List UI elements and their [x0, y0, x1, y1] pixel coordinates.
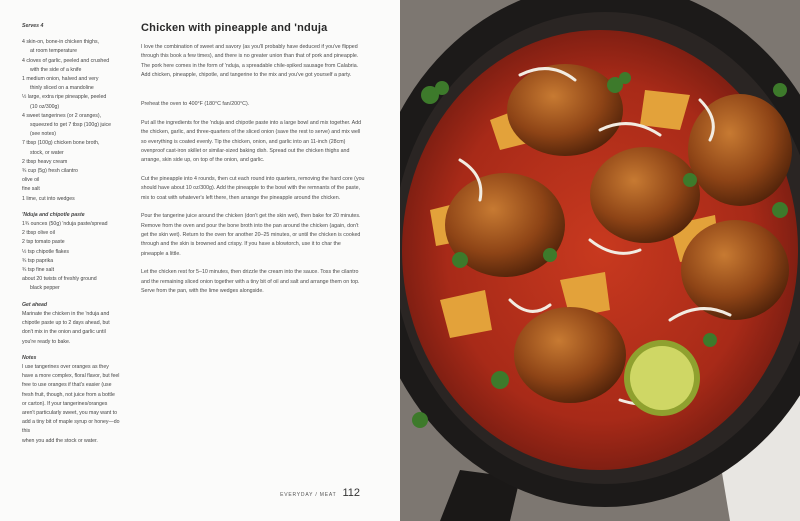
lime-wedge [624, 340, 700, 416]
text-line: free to use oranges if that's easier (use [22, 382, 112, 389]
ingredient-line: thinly sliced on a mandoline [30, 85, 94, 92]
text-line: fresh fruit, though, not juice from a bottle [22, 391, 115, 398]
page-number: 112 [342, 487, 360, 499]
text-line: don't mix in the onion and garlic until [22, 329, 106, 336]
ingredient-line: 4 skin-on, bone-in chicken thighs, [22, 39, 99, 46]
ingredient-line: fine salt [22, 186, 40, 193]
ingredients-column [22, 22, 126, 446]
dish-photo [400, 0, 800, 521]
recipe-title: Chicken with pineapple and 'nduja [141, 22, 328, 34]
ingredient-line: ½ large, extra ripe pineapple, peeled [22, 94, 107, 101]
paste-line: 2 tsp tomato paste [22, 239, 65, 246]
text-line: or carton). If your tangerines/oranges [22, 400, 108, 407]
ingredient-line: squeezed to get 7 tbsp (100g) juice [30, 122, 112, 129]
ingredient-line: 4 cloves of garlic, peeled and crushed [22, 57, 110, 64]
ingredient-line: stock, or water [30, 149, 64, 156]
ingredient-line: with the side of a knife [30, 66, 82, 73]
paste-line: ½ tsp chipotle flakes [22, 248, 70, 255]
ingredient-line: 2 tbsp heavy cream [22, 158, 68, 165]
text-line: chipotle paste up to 2 days ahead, but [22, 320, 110, 327]
serves-label: Serves 4 [22, 23, 44, 29]
skillet-illustration [400, 0, 800, 521]
text-line: add a tiny bit of maple syrup or honey—do this [22, 419, 120, 435]
notes-label: Notes [22, 354, 37, 361]
recipe-intro: I love the combination of sweet and savory (as you'll probably have deduced if you've flipped through this book a few times), and there is no greater union than that of pork and pineapple. The pork here comes in the form of 'nduja, a spreadable chile-spiked sausage from Calabria. Add chicken, pineapple, chipotle, and tangerine to the mix and you've got yourself a party. [141, 44, 359, 78]
paste-line: ¾ tsp paprika [22, 257, 54, 264]
recipe-main [141, 22, 365, 306]
ingredient-line: (see notes) [30, 131, 56, 138]
ingredient-line: 1 lime, cut into wedges [22, 195, 75, 202]
text-line: I use tangerines over oranges as they [22, 363, 109, 370]
text-line: you're ready to bake. [22, 338, 71, 345]
ingredient-line: 4 sweet tangerines (or 2 oranges), [22, 112, 102, 119]
ingredient-line: at room temperature [30, 48, 77, 55]
method-step: Let the chicken rest for 5–10 minutes, then drizzle the cream into the sauce. Toss the cilantro and the remaining sliced onion together with a tiny bit of oil and salt and arrange them on top. Serve from the pan, with the lime wedges alongside. [141, 269, 360, 294]
ingredient-line: 1 medium onion, halved and very [22, 76, 99, 83]
section-label: EVERYDAY / MEAT [280, 492, 337, 498]
ingredient-line: olive oil [22, 177, 40, 184]
paste-line: black pepper [30, 285, 60, 292]
paste-line: about 20 twists of freshly ground [22, 276, 97, 283]
method-step: Cut the pineapple into 4 rounds, then cut each round into quarters, removing the hard core (you should have about 10 oz/300g). Add the pineapple to the bowl with the remnants of the paste, mix to coat with whatever's left there, then arrange the pineapple around the chicken. [141, 175, 365, 201]
ingredient-line: 7 tbsp (100g) chicken bone broth, [22, 140, 100, 147]
ingredient-line: (10 oz/300g) [30, 103, 60, 110]
ingredient-line: ¾ cup (5g) fresh cilantro [22, 168, 78, 175]
text-line: aren't particularly sweet, you may want to [22, 409, 117, 416]
get-ahead-text [22, 310, 126, 347]
get-ahead-label: Get ahead [22, 301, 48, 308]
ingredients-list [22, 38, 126, 204]
paste-line: 1¾ ounces (50g) 'nduja paste/spread [22, 221, 108, 228]
page-footer [280, 487, 360, 499]
text-line: when you add the stock or water. [22, 437, 98, 444]
paste-line: ¾ tsp fine salt [22, 267, 55, 274]
paste-label: 'Nduja and chipotle paste [22, 211, 85, 218]
text-line: have a more complex, floral flavor, but feel [22, 373, 120, 380]
method-step: Preheat the oven to 400°F (180°C fan/200°C). [141, 101, 250, 108]
notes-text [22, 363, 126, 446]
paste-line: 2 tbsp olive oil [22, 230, 55, 237]
method-step: Put all the ingredients for the 'nduja and chipotle paste into a large bowl and mix together. Add the chicken, garlic, and three-quarters of the sliced onion (save the rest to serve) and mix well so everything is coated evenly. Tip the chicken, onion, and garlic into an 11-inch (28cm) ovenproof cast-iron skillet or similar-sized baking dish. Spread out the chicken thighs and arrange, skin side up, on top of the onion, and garlic. [141, 119, 362, 164]
method-step: Pour the tangerine juice around the chicken (don't get the skin wet), then bake for 20 minutes. Remove from the oven and pour the bone broth into the pan around the chicken (again, don't get the skin wet). Return to the oven for another 20–25 minutes, or until the chicken is cooked through and the skin is browned and crispy. If you have a blowtorch, use it to char the pineapple a little. [141, 213, 361, 257]
paste-list [22, 220, 126, 294]
text-line: Marinate the chicken in the 'nduja and [22, 310, 110, 317]
